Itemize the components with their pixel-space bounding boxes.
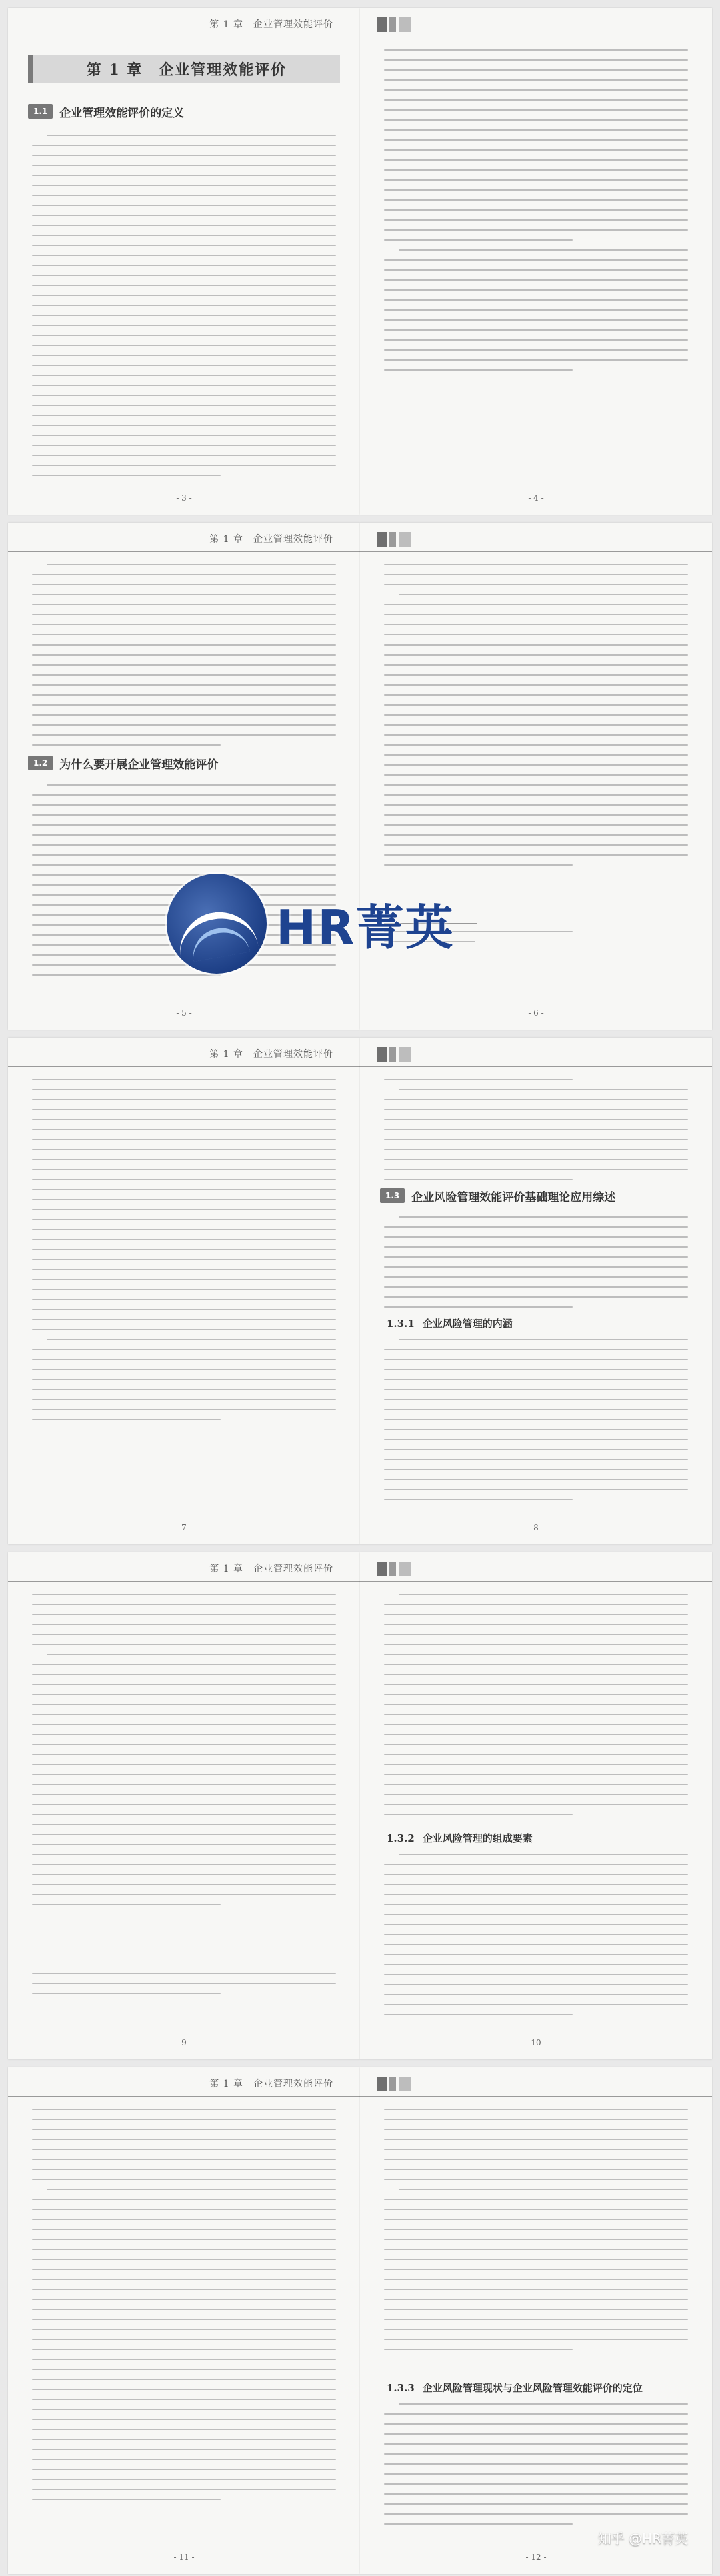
section-number: 1.2	[28, 756, 53, 770]
running-head-text: 第 1 章 企业管理效能评价	[209, 2079, 333, 2089]
subsection-heading-1-3-2: 1.3.2 企业风险管理的组成要素	[387, 1832, 533, 1844]
book-page-12	[360, 2067, 712, 2574]
watermark-text: HR菁英	[276, 900, 455, 956]
running-header	[8, 2067, 360, 2097]
subsection-heading-1-3-3: 1.3.3 企业风险管理现状与企业风险管理效能评价的定位	[387, 2382, 643, 2394]
body-text	[32, 2109, 336, 2509]
running-header	[8, 8, 360, 37]
body-text	[384, 1339, 688, 1509]
body-text	[32, 1594, 336, 1914]
running-header	[360, 2067, 712, 2097]
book-page-10	[360, 1552, 712, 2059]
book-page-8	[360, 1038, 712, 1544]
body-text	[32, 1079, 336, 1429]
body-text	[384, 2403, 688, 2533]
book-page-11	[8, 2067, 360, 2574]
book-page-7	[8, 1038, 360, 1544]
body-text	[384, 564, 688, 874]
running-head-text: 第 1 章 企业管理效能评价	[209, 1564, 333, 1574]
running-header	[360, 8, 712, 37]
footnote-text	[32, 1973, 336, 2003]
running-header	[8, 1038, 360, 1067]
book-page-4	[360, 8, 712, 515]
page-number: - 12 -	[525, 2553, 547, 2562]
body-text	[32, 564, 336, 754]
page-number: - 4 -	[528, 493, 544, 503]
page-number: - 6 -	[528, 1008, 544, 1018]
section-number: 1.1	[28, 104, 53, 119]
book-page-3	[8, 8, 360, 515]
section-title: 企业管理效能评价的定义	[59, 106, 185, 120]
page-number: - 11 -	[173, 2553, 195, 2562]
body-text	[384, 49, 688, 379]
running-header	[360, 523, 712, 552]
running-head-text: 第 1 章 企业管理效能评价	[209, 19, 333, 30]
running-header	[8, 523, 360, 552]
brand-logo-icon	[167, 874, 267, 974]
page-number: - 8 -	[528, 1523, 544, 1532]
body-text	[384, 1594, 688, 1824]
body-text	[384, 1216, 688, 1316]
chapter-title: 第 1 章 企业管理效能评价	[28, 55, 340, 83]
page-number: - 9 -	[176, 2038, 192, 2047]
running-header	[8, 1552, 360, 1582]
subsection-heading-1-3-1: 1.3.1 企业风险管理的内涵	[387, 1318, 513, 1330]
body-text	[32, 135, 336, 485]
section-heading-1-3	[380, 1186, 615, 1206]
brand-watermark	[167, 867, 540, 980]
section-title: 企业风险管理效能评价基础理论应用综述	[411, 1190, 616, 1204]
page-number: - 5 -	[176, 1008, 192, 1018]
section-heading-1-1	[28, 101, 184, 121]
source-credit: 知乎 @HR菁英	[597, 2531, 688, 2547]
running-head-text: 第 1 章 企业管理效能评价	[209, 534, 333, 545]
body-text	[384, 1079, 688, 1189]
section-heading-1-2	[28, 753, 218, 773]
running-header	[360, 1038, 712, 1067]
page-number: - 3 -	[176, 493, 192, 503]
section-number: 1.3	[380, 1188, 405, 1203]
running-header	[360, 1552, 712, 1582]
body-text	[384, 2109, 688, 2359]
book-page-9	[8, 1552, 360, 2059]
page-number: - 7 -	[176, 1523, 192, 1532]
section-title: 为什么要开展企业管理效能评价	[59, 758, 219, 772]
page-number: - 10 -	[525, 2038, 547, 2047]
running-head-text: 第 1 章 企业管理效能评价	[209, 1049, 333, 1060]
body-text	[384, 1854, 688, 2024]
